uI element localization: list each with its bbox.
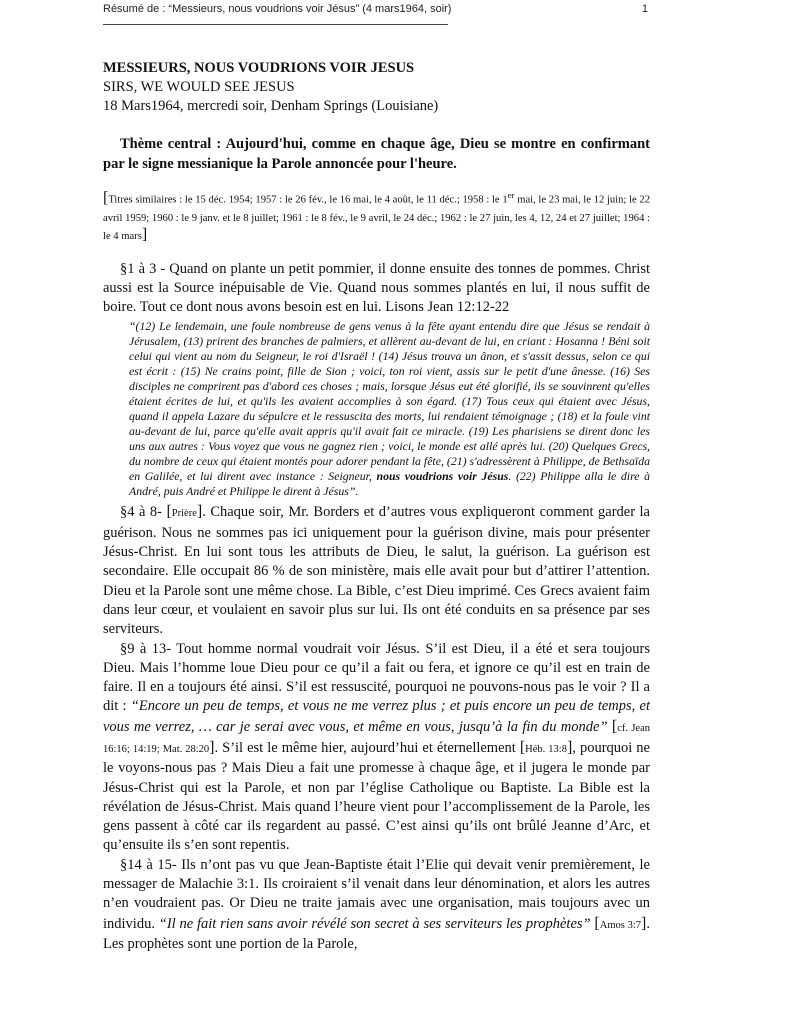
close-bracket: ] xyxy=(141,225,148,243)
similar-titles-post: mai, le 23 mai, le 12 juin; le 22 avril 1959; 1960 : le 9 janv. et le 8 juillet; 1961 : le 8 fév., le 9 avril, le 24 déc.; 1962 : le 27 juin, les 4, 12, 24 et 27 juillet; 1964 : le 4 mars xyxy=(103,194,651,242)
paragraph-9-13: §9 à 13- Tout homme normal voudrait voir Jésus. S’il est Dieu, il a été et sera toujours Dieu. Mais l’homme loue Dieu pour ce qu’il a fait ou fera, et ignore ce qu’il est en train de faire. Il en a toujours été ainsi. S’il est ressuscité, pourquoi ne pouvons-nous pas le voir ? Il a dit : “Encore un peu de temps, et vous ne me verrez plus ; et puis encore un peu de temps, et vous me verrez, … car je serai avec vous, et même en vous, jusqu’à la fin du monde” [cf. Jean 16:16; 14:19; Mat. 28:20]. S’il est le même hier, aujourd’hui et éternellement [Héb. 13:8], pourquoi ne le voyons-nous pas ? Mais Dieu a fait une promesse à chaque âge, et il jugera le monde par Jésus-Christ qui est la Parole, et non par l’église Catholique ou Baptiste. La Bible est la révélation de Jésus-Christ. Mais quand l’heure vient pour l’accomplissement de la Parole, les gens passent à côté car ils regardent au passé. C’est ainsi qu’ils ont brûlé Jeanne d’Arc, et qu’ensuite ils s’en sont repentis. xyxy=(103,640,650,854)
open-bracket: [ xyxy=(103,189,109,207)
header-rule xyxy=(103,24,448,25)
p2-lead: §4 à 8- xyxy=(120,504,167,521)
sermon-title-en: SIRS, WE WOULD SEE JESUS xyxy=(103,79,295,95)
similar-titles xyxy=(103,186,650,246)
paragraph-4-8: §4 à 8- [Prière]. Chaque soir, Mr. Borders et d’autres vous expliqueront comment garder la guérison. Nous ne sommes pas ici uniquement pour la guérison divine, mais pour présenter Jésus-Christ. En lui sont tous les attributs de Dieu, le salut, la guérison. La guérison est secondaire. Elle occupait 86 % de son ministère, mais elle avait pour but d’attirer l’attention. Dieu et la Parole sont une même chose. La Bible, c’est Dieu imprimé. Ces Grecs avaient faim dans leur cœur, et voulaient en savoir plus sur lui. Ils ont été conduits en sa présence par ses serviteurs. xyxy=(103,503,650,638)
p2-text: . Chaque soir, Mr. Borders et d’autres vous expliqueront comment garder la guérison. Nous ne sommes pas ici uniquement pour la guérison divine, mais pour présenter Jésus-Christ. En lui sont tous les attributs de Dieu, le salut, la guérison. La guérison est secondaire. Elle occupait 86 % de son ministère, mais elle avait pour but d’attirer l’attention. Dieu et la Parole sont une même chose. La Bible, c’est Dieu imprimé. Ces Grecs avaient faim dans leur cœur, et voulaient en savoir plus sur lui. Ils ont été conduits en sa présence par ses serviteurs. xyxy=(103,504,650,638)
quote-text-a: “(12) Le lendemain, une foule nombreuse de gens venus à la fête ayant entendu dire que Jésus se rendait à Jérusalem, (13) prirent des branches de palmiers, et allèrent au-devant de lui, en criant : Hosanna ! Béni soit celui qui vient au nom du Seigneur, le roi d'Israël ! (14) Jésus trouva un ânon, et s'assit dessus, selon ce qui est écrit : (15) Ne crains point, fille de Sion ; voici, ton roi vient, assis sur le petit d'une ânesse. (16) Ses disciples ne comprirent pas d'abord ces choses ; mais, lorsque Jésus eut été glorifié, ils se souvinrent qu'elles étaient écrites de lui, et qu'ils les avaient accomplies à son égard. (17) Tous ceux qui étaient avec Jésus, quand il appela Lazare du sépulcre et le ressuscita des morts, lui rendaient témoignage ; (18) et la foule vint au-devant de lui, parce qu'elle avait appris qu'il avait fait ce miracle. (19) Les pharisiens se dirent donc les uns aux autres : Vous voyez que vous ne gagnez rien ; voici, le monde est allé après lui. (20) Quelques Grecs, du nombre de ceux qui étaient montés pour adorer pendant la fête, (21) s'adressèrent à Philippe, de Bethsaïda en Galilée, et lui dirent avec instance : Seigneur, xyxy=(129,319,650,484)
quote-text-b: . (22) Philippe alla le dire à André, puis André et Philippe le dirent à Jésus”. xyxy=(129,469,650,499)
sermon-date-place: 18 Mars1964, mercredi soir, Denham Springs (Louisiane) xyxy=(103,98,439,114)
p3-reference-1: cf. Jean 16:16; 14:19; Mat. 28:20 xyxy=(103,722,650,755)
paragraph-14-15: §14 à 15- Ils n’ont pas vu que Jean-Baptiste était l’Elie qui devait venir premièrement, le messager de Malachie 3:1. Ils croiraient s’il venait dans leur dénomination, et alors les autres n’en voudraient pas. Or Dieu ne traite jamais avec une organisation, mais toujours avec un individu. “Il ne fait rien sans avoir révélé son secret à ses serviteurs les prophètes” [Amos 3:7]. Les prophètes sont une portion de la Parole, xyxy=(103,856,650,952)
p3-text-b: . S’il est le même hier, aujourd’hui et éternellement xyxy=(214,739,520,756)
central-theme: Thème central : Aujourd'hui, comme en chaque âge, Dieu se montre en confirmant par le signe messianique la Parole annoncée pour l'heure. xyxy=(103,136,650,172)
quote-bold-text: nous voudrions voir Jésus xyxy=(376,469,509,484)
similar-titles-pre: Titres similaires : le 15 déc. 1954; 1957 : le 26 fév., le 16 mai, le 4 août, le 11 déc.; 1958 : le 1 xyxy=(108,194,508,206)
p4-text-b: . Les prophètes sont une portion de la Parole, xyxy=(103,915,650,952)
p3-text-a: §9 à 13- Tout homme normal voudrait voir Jésus. S’il est Dieu, il a été et sera toujours Dieu. Mais l’homme loue Dieu pour ce qu’il a fait ou fera, et ignore ce qu’il est en train de faire. Il en a toujours été ainsi. S’il est ressuscité, pourquoi ne pouvons-nous pas le voir ? Il a dit : xyxy=(103,640,650,715)
paragraph-1-3: §1 à 3 - Quand on plante un petit pommier, il donne ensuite des tonnes de pommes. Christ aussi est la Source inépuisable de Vie. Quand nous sommes plantés en lui, il nous suffit de boire. Tout ce dont nous avons besoin est en lui. Lisons Jean 12:12-22 xyxy=(103,260,650,316)
similar-titles-sup: er xyxy=(507,190,515,200)
p4-quote: “Il ne fait rien sans avoir révélé son secret à ses serviteurs les prophètes” xyxy=(158,915,591,932)
document-body xyxy=(103,59,650,954)
p3-quote: “Encore un peu de temps, et vous ne me verrez plus ; et puis encore un peu de temps, et vous me verrez, … car je serai avec vous, et même en vous, jusqu’à la fin du monde” xyxy=(103,698,650,735)
prayer-note: Prière xyxy=(171,508,197,520)
running-title: Résumé de : “Messieurs, nous voudrions voir Jésus” (4 mars1964, soir) xyxy=(103,3,452,15)
sermon-title-fr: MESSIEURS, NOUS VOUDRIONS VOIR JESUS xyxy=(103,60,415,76)
page-number: 1 xyxy=(641,3,648,15)
p4-reference: Amos 3:7 xyxy=(599,919,642,931)
scripture-quote-jean-12 xyxy=(129,319,650,499)
p3-text-c: , pourquoi ne le voyons-nous pas ? Mais Dieu a fait une promesse à chaque âge, et il jugera le monde par Jésus-Christ qui est la Parole, et non par l’église Catholique ou Baptiste. La Bible est la révélation de Jésus-Christ. Mais quand l’heure vient pour l’accomplissement de la Parole, les gens passent à côté car ils regardent au passé. C’est ainsi qu’ils ont brûlé Jeanne d’Arc, et qu’ensuite ils s’en sont repentis. xyxy=(103,739,650,854)
p4-text-a: §14 à 15- Ils n’ont pas vu que Jean-Baptiste était l’Elie qui devait venir premièrement, le messager de Malachie 3:1. Ils croiraient s’il venait dans leur dénomination, et alors les autres n’en voudraient pas. Or Dieu ne traite jamais avec une organisation, mais toujours avec un individu. xyxy=(103,856,650,932)
running-header xyxy=(103,3,648,15)
p3-reference-2: Héb. 13:8 xyxy=(525,743,567,755)
